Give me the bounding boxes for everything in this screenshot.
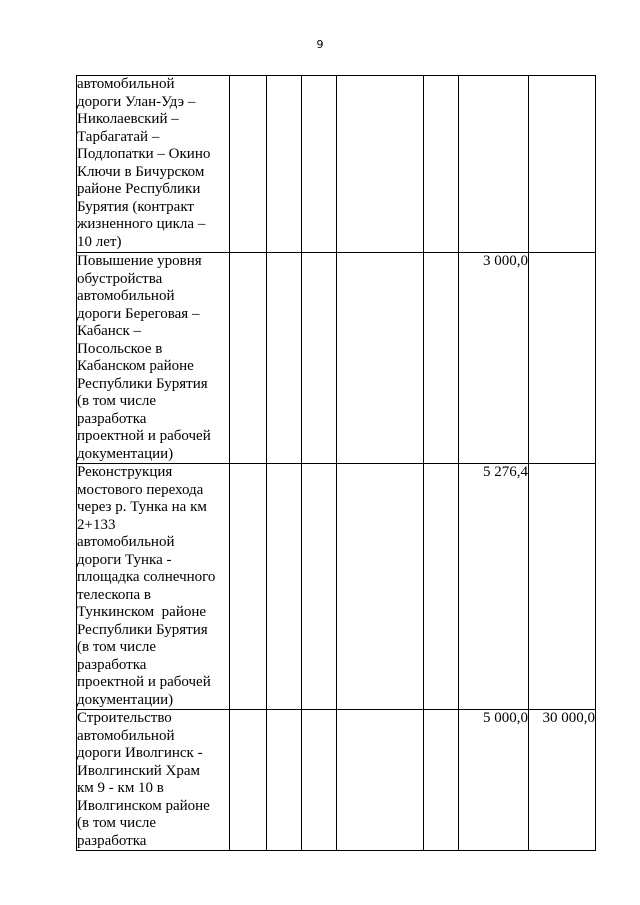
- description-line: Кабанском районе: [77, 358, 194, 374]
- value-cell: [337, 710, 424, 851]
- amount-cell: 30 000,0: [529, 710, 596, 851]
- description-line: жизненного цикла –: [77, 216, 206, 232]
- value-cell: [230, 76, 267, 253]
- description-line: площадка солнечного: [77, 569, 216, 585]
- description-line: дороги Тунка -: [77, 551, 172, 568]
- description-line: Иволгинский Храм: [77, 762, 201, 779]
- value-cell: [424, 253, 459, 464]
- description-line: Кабанск –: [77, 323, 141, 339]
- description-line: Иволгинском районе: [77, 797, 210, 814]
- description-line: автомобильной: [77, 76, 175, 92]
- amount-cell: 5 276,4: [459, 464, 529, 710]
- budget-table: [76, 75, 596, 851]
- value-cell: [337, 253, 424, 464]
- description-line: через р. Тунка на км: [77, 499, 207, 515]
- value-cell: [267, 76, 302, 253]
- description-line: автомобильной: [77, 727, 175, 744]
- description-line: Тарбагатай –: [77, 128, 160, 145]
- description-line: Бурятия (контракт: [77, 198, 194, 215]
- table-row: [77, 710, 596, 851]
- description-line: разработка: [77, 832, 147, 849]
- description-line: (в том числе: [77, 393, 157, 409]
- description-line: районе Республики: [77, 181, 201, 197]
- description-line: телескопа в: [77, 586, 151, 603]
- value-cell: [267, 464, 302, 710]
- value-cell: [302, 253, 337, 464]
- value-cell: [267, 253, 302, 464]
- description-line: Ключи в Бичурском: [77, 163, 205, 180]
- description-line: дороги Улан-Удэ –: [77, 93, 196, 110]
- table-row: [77, 253, 596, 464]
- value-cell: [267, 710, 302, 851]
- description-line: (в том числе: [77, 815, 157, 831]
- value-cell: [302, 76, 337, 253]
- description-line: мостового перехода: [77, 481, 204, 498]
- object-description-cell: [77, 253, 230, 464]
- amount-cell: 5 000,0: [459, 710, 529, 851]
- value-cell: [230, 253, 267, 464]
- value-cell: [302, 464, 337, 710]
- description-line: автомобильной: [77, 288, 175, 304]
- table-row: [77, 76, 596, 253]
- amount-cell: [529, 253, 596, 464]
- description-line: Повышение уровня: [77, 253, 202, 269]
- description-line: разработка: [77, 656, 147, 673]
- amount-cell: [529, 76, 596, 253]
- description-line: Тункинском районе: [77, 604, 207, 620]
- object-description-cell: [77, 76, 230, 253]
- description-line: автомобильной: [77, 534, 175, 550]
- value-cell: [230, 464, 267, 710]
- page-number: 9: [316, 38, 324, 51]
- description-line: документации): [77, 691, 174, 708]
- object-description-cell: [77, 464, 230, 710]
- description-line: проектной и рабочей: [77, 674, 211, 690]
- value-cell: [230, 710, 267, 851]
- description-line: Николаевский –: [77, 111, 179, 127]
- description-line: Реконструкция: [77, 464, 173, 480]
- description-line: дороги Иволгинск -: [77, 745, 203, 761]
- description-line: документации): [77, 445, 174, 462]
- value-cell: [302, 710, 337, 851]
- description-line: 2+133: [77, 516, 116, 533]
- value-cell: [337, 76, 424, 253]
- amount-cell: [459, 76, 529, 253]
- description-line: дороги Береговая –: [77, 305, 200, 322]
- description-line: км 9 - км 10 в: [77, 780, 164, 796]
- value-cell: [424, 76, 459, 253]
- description-line: (в том числе: [77, 639, 157, 655]
- object-description-cell: [77, 710, 230, 851]
- amount-cell: [529, 464, 596, 710]
- description-line: Подлопатки – Окино: [77, 146, 211, 162]
- value-cell: [337, 464, 424, 710]
- description-line: разработка: [77, 410, 147, 427]
- amount-cell: 3 000,0: [459, 253, 529, 464]
- table-row: [77, 464, 596, 710]
- description-line: Посольское в: [77, 340, 163, 357]
- description-line: 10 лет): [77, 233, 122, 250]
- value-cell: [424, 710, 459, 851]
- description-line: Республики Бурятия: [77, 375, 208, 392]
- description-line: Республики Бурятия: [77, 621, 208, 638]
- description-line: Строительство: [77, 710, 172, 726]
- value-cell: [424, 464, 459, 710]
- description-line: проектной и рабочей: [77, 428, 211, 444]
- description-line: обустройства: [77, 270, 163, 287]
